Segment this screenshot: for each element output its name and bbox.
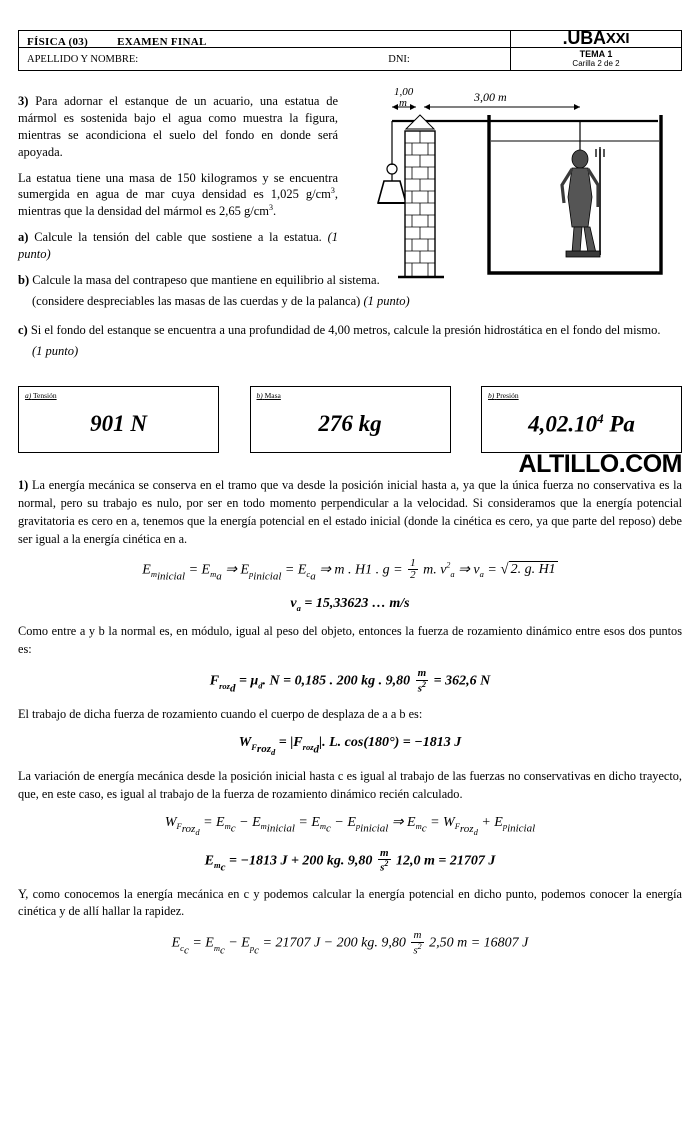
answer-caption-a: Tensión [33, 391, 57, 401]
uba-logo-suffix: XXI [605, 29, 630, 47]
answer-box-tension [18, 386, 219, 453]
problem-item-a [18, 229, 338, 263]
solution-text-1: La energía mecánica se conserva en el tramo que va desde la posición inicial hasta a, ya que la única fuerza no conservativa es la normal, pero su trabajo es nulo, por ser en todo momento perpendicular a la velocidad. Si consideramos que la energía potencial gravitatoria es cero en a, tenemos que la energía potencial en el estado inicial (donde la cinética es cero, ya que parte del reposo) debe ser igual a la energía cinética en a. [18, 478, 682, 546]
problem-paragraph-2 [18, 170, 338, 221]
item-a-text: Calcule la tensión del cable que sostiene a la estatua. [34, 230, 322, 245]
statement-area [18, 86, 682, 263]
va-value: = 15,33623 … m/s [300, 596, 410, 612]
answer-label-presion [488, 391, 519, 400]
uba-logo-text: .UBA [562, 27, 606, 48]
carilla-label: Carilla 2 de 2 [572, 58, 620, 68]
answer-box-presion [481, 386, 682, 453]
problem-number: 3) [18, 94, 29, 108]
exam-page [0, 27, 700, 1143]
solution-paragraph-3: El trabajo de dicha fuerza de rozamiento cuando el cuerpo de desplaza de a a b es: [18, 707, 423, 722]
item-c-text: Si el fondo del estanque se encuentra a una profundidad de 4,00 metros, calcule la presión hidrostática en el fondo del mismo. [30, 323, 661, 338]
course-label: FÍSICA (03) [27, 36, 89, 48]
answer-caption-b: Masa [264, 391, 281, 401]
dim-left-value: 1,00 [394, 86, 414, 98]
item-a-points: (1 punto) [18, 230, 339, 262]
problem-item-c-points-line [18, 343, 682, 361]
fraction-m-over-s2-1: $\frac{m}{s^2}$ [417, 667, 427, 695]
problem-intro-text: Para adornar el estanque de un acuario, una estatua de mármol es sostenida bajo el agua como muestra la figura, mientras se acondiciona el suelo del fondo en donde será apoyada. [18, 94, 339, 159]
exam-header [18, 27, 682, 71]
header-identity-row [19, 48, 510, 70]
equation-friction-force: $F_{roz_d} = \mu_d$. N = 0,185 . 200 kg . 9,80 $\frac{m}{s^2}$ = 362,6 N [209, 667, 491, 695]
answer-value-tension: 901 N [90, 411, 147, 437]
answer-boxes [18, 386, 682, 453]
problem-data-a: La estatua tiene una masa de 150 kilogramos y se encuentra sumergida en agua de mar cuya densidad es 1,025 g/cm [18, 170, 338, 202]
density-exponent-2: 3 [268, 203, 273, 213]
dim-left-unit: m [399, 97, 407, 109]
equation-emc-value: $E_{m_c} = -1813$ J + 200 kg. 9,80 $\frac{m}{s^2}$ 12,0 m = 21707 J [204, 846, 496, 874]
answer-box-masa [250, 386, 451, 453]
statue [562, 147, 604, 257]
name-field-label: APELLIDO Y NOMBRE: [27, 53, 139, 65]
answer-value-presion [482, 411, 681, 438]
problem-paragraph-1 [18, 93, 338, 161]
header-left [19, 31, 510, 70]
equation-friction-work: $W_{F_{roz_d}} = |F_{roz_d}|$. L. cos(180°) = −1813 J [238, 734, 462, 758]
item-c-points: (1 punto) [32, 343, 79, 358]
solution-paragraph-4: La variación de energía mecánica desde la posición inicial hasta c es igual al trabajo de las fuerzas no conservativas en dicho trayecto, que, en este caso, es igual al trabajo de la fuerza de rozamiento dinámico recién calculado. [18, 768, 682, 801]
answer-value-masa: 276 kg [318, 411, 382, 437]
answer-letter-b: b) [256, 391, 263, 401]
exam-type-label: EXAMEN FINAL [117, 36, 207, 48]
equation-va-value [18, 594, 682, 614]
presion-mantissa: 4,02.10 [528, 411, 598, 437]
answer-label-masa [257, 391, 281, 400]
aquarium-diagram [348, 85, 682, 303]
fraction-m-over-s2-3: $\frac{m}{s^2}$ [413, 929, 422, 957]
va-subscript: a [296, 602, 301, 613]
altillo-watermark: ALTILLO.COM [518, 450, 682, 478]
fraction-one-half: $\frac{1}{2}$ [410, 556, 416, 582]
presion-exponent: 4 [597, 411, 604, 427]
equation-energy-conservation: $E_{m_{inicial}} = E_{m_a}$ ⇒ $E_{p_{inicial}} = E_{c_a}$ ⇒ m . H1 . g = $\frac{1}{2}$ m. $v^2_a$ ⇒ $v_a$ = √ 2. g. H1 [142, 556, 556, 583]
brick-column [405, 131, 435, 277]
item-b-text: Calcule la masa del contrapeso que mantiene en equilibrio al sistema. [32, 273, 380, 288]
answer-caption-c: Presión [496, 391, 519, 401]
equation-kinetic-energy-c: $E_{c_c} = E_{m_c} - E_{p_c} = 21707$ J − 200 kg. 9,80 $\frac{m}{s^2}$ 2,50 m = 16807 J [171, 929, 529, 957]
problem-data-b: , mientras que la densidad del mármol es 2,65 g/cm [18, 187, 338, 219]
item-c-letter: c) [18, 323, 28, 338]
answer-letter-a: a) [25, 391, 32, 401]
dim-right-value: 3,00 m [474, 90, 507, 104]
header-course-row [19, 31, 510, 48]
problem-figure [348, 85, 682, 303]
item-b-points: (1 punto) [363, 293, 410, 308]
item-a-letter: a) [18, 230, 29, 245]
item-b-letter: b) [18, 273, 30, 288]
header-tema-block [511, 48, 681, 70]
solution-number: 1) [18, 478, 29, 493]
presion-unit: Pa [603, 411, 635, 437]
answer-label-tension [25, 391, 57, 400]
problem-item-c [18, 322, 682, 340]
solution-paragraph-2: Como entre a y b la normal es, en módulo, igual al peso del objeto, entonces la fuerza de rozamiento dinámico entre esos dos puntos es: [18, 624, 682, 657]
solution-paragraph-1 [18, 477, 682, 548]
va-symbol: v [290, 596, 297, 612]
solution-paragraph-5: Y, como conocemos la energía mecánica en c y podemos calcular la energía potencial en dicho punto, podemos conocer la energía cinética y de allí hallar la rapidez. [18, 886, 682, 919]
density-exponent-1: 3 [330, 186, 335, 196]
solution-section [18, 477, 682, 959]
problem-data-c: . [272, 204, 277, 219]
uba-logo [511, 27, 681, 48]
item-b-note-text: (considere despreciables las masas de las cuerdas y de la palanca) [32, 293, 361, 308]
dni-field-label: DNI: [388, 53, 410, 65]
header-right [510, 27, 681, 70]
answer-letter-c: b) [488, 391, 495, 401]
equation-mechanical-energy-variation: $W_{F_{roz_d}} = E_{m_c} - E_{m_{inicial}} = E_{m_c} - E_{p_{inicial}}$ ⇒ $E_{m_c} = W_{F_{roz_d}} + E_{p_{inicial}}$ [164, 814, 536, 838]
statement-text-column [18, 93, 338, 263]
fraction-m-over-s2-2: $\frac{m}{s^2}$ [379, 846, 389, 874]
tema-label: TEMA 1 [579, 49, 613, 60]
